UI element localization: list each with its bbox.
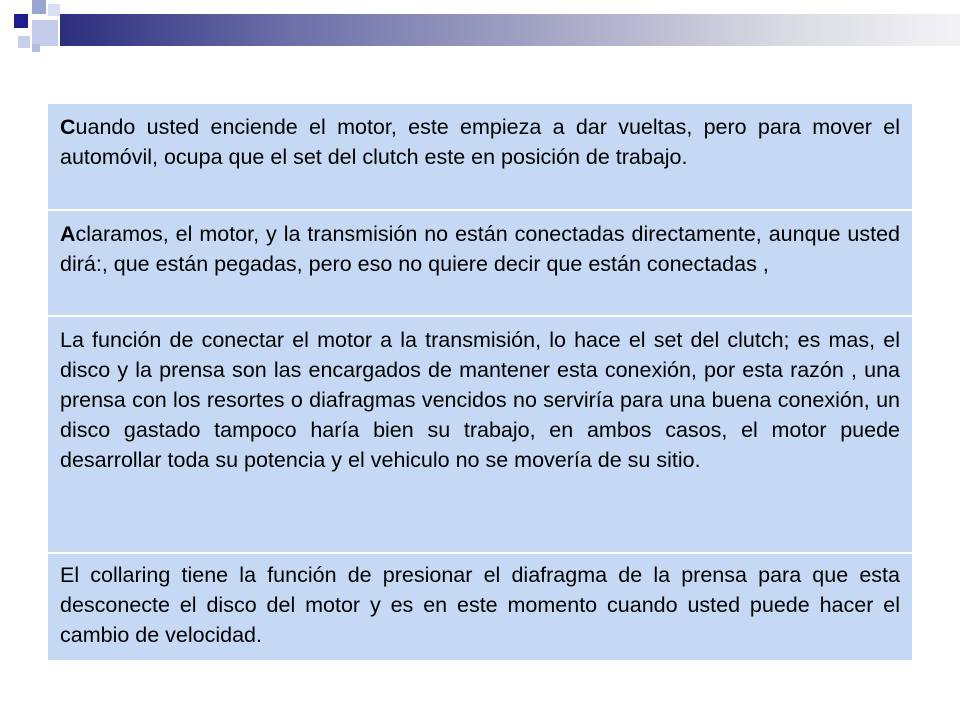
text-block-lead-letter: C: [60, 115, 76, 139]
text-block-body: uando usted enciende el motor, este empieza a dar vueltas, pero para mover el automóvil, ocupa que el set del clutch este en posición de trabajo.: [60, 115, 900, 169]
decorative-square: [32, 20, 58, 46]
header-decoration: [0, 0, 960, 60]
decorative-square: [14, 14, 28, 28]
text-block-body: El collaring tiene la función de presionar el diafragma de la prensa para que esta desconecte el disco del motor y es en este momento cuando usted puede hacer el cambio de velocidad.: [60, 563, 900, 647]
text-block-body: claramos, el motor, y la transmisión no están conectadas directamente, aunque usted dirá:, que están pegadas, pero eso no quiere decir que están conectadas ,: [60, 222, 900, 276]
text-block-2: [48, 211, 912, 317]
decorative-square: [18, 36, 30, 48]
text-block-3: [48, 317, 912, 554]
decorative-square: [32, 0, 46, 14]
text-block-lead-letter: A: [60, 222, 76, 246]
decorative-square: [32, 44, 40, 52]
text-block-body: La función de conectar el motor a la transmisión, lo hace el set del clutch; es mas, el disco y la prensa son las encargados de mantener esta conexión, por esta razón , una prensa con los resortes o diafragmas vencidos no serviría para una buena conexión, un disco gastado tampoco haría bien su trabajo, en ambos casos, el motor puede desarrollar toda su potencia y el vehiculo no se movería de su sitio.: [60, 328, 900, 472]
text-block-4: [48, 554, 912, 660]
text-block-1: [48, 104, 912, 211]
header-gradient-bar: [60, 14, 960, 46]
slide-content: [48, 104, 912, 660]
decorative-square: [48, 4, 60, 16]
